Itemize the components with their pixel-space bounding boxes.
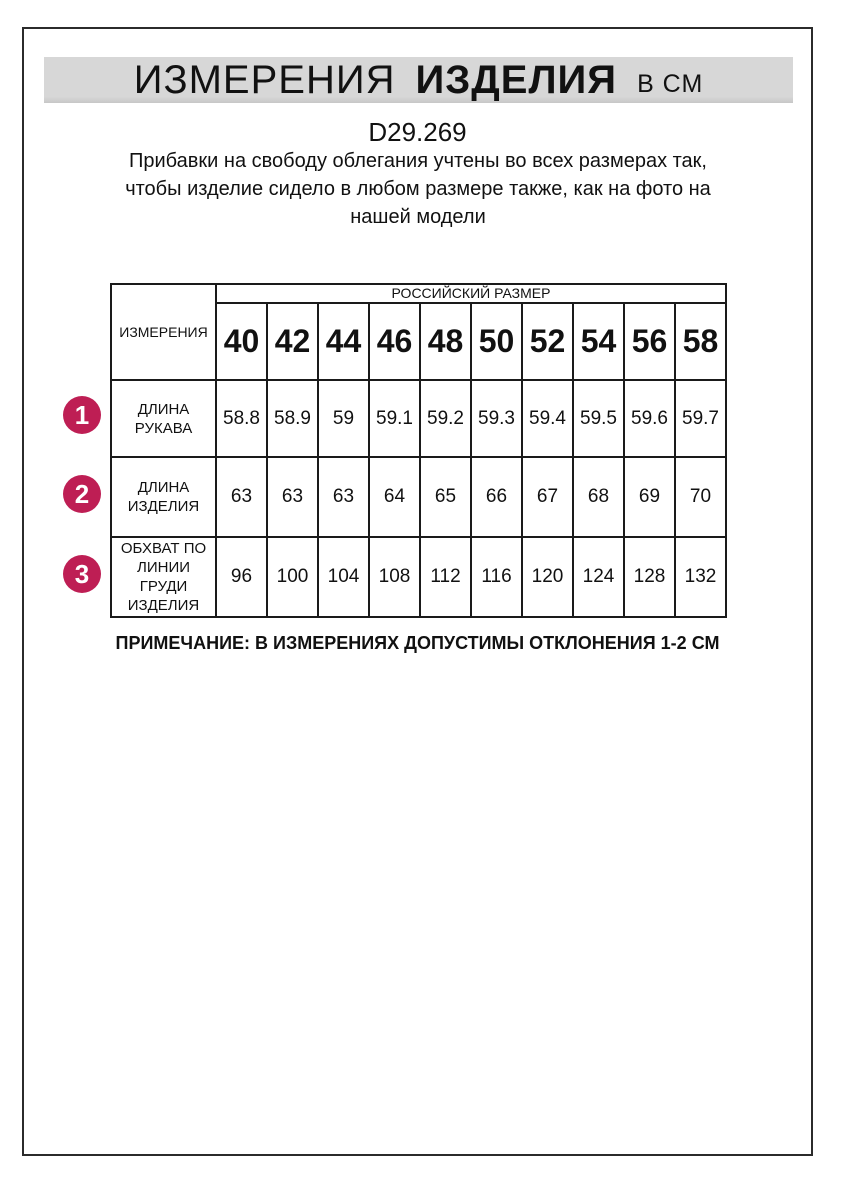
value-cell: 58.9 [267,380,318,457]
callout-badge-1: 1 [63,396,101,434]
value-cell: 69 [624,457,675,537]
fit-description: Прибавки на свободу облегания учтены во всех размерах так, чтобы изделие сидело в любом размере также, как на фото на нашей модели [125,150,711,228]
page-title-word-measurements: ИЗМЕРЕНИЯ [133,58,396,102]
value-cell: 65 [420,457,471,537]
value-cell: 68 [573,457,624,537]
size-header-cell: 40 [216,303,267,380]
callout-badge-2: 2 [63,475,101,513]
value-cell: 59 [318,380,369,457]
row-label-sleeve-length: ДЛИНА РУКАВА [111,380,216,457]
size-header-cell: 58 [675,303,726,380]
table-row-sleeve-length [111,380,726,457]
value-cell: 63 [318,457,369,537]
size-header-cell: 48 [420,303,471,380]
callout-badge-3: 3 [63,555,101,593]
size-header-cell: 50 [471,303,522,380]
row-label-chest-girth: ОБХВАТ ПО ЛИНИИ ГРУДИ ИЗДЕЛИЯ [111,537,216,617]
value-cell: 132 [675,537,726,617]
measurement-table [110,283,727,618]
value-cell: 67 [522,457,573,537]
table-row-product-length [111,457,726,537]
value-cell: 63 [267,457,318,537]
row-label-product-length: ДЛИНА ИЗДЕЛИЯ [111,457,216,537]
value-cell: 59.4 [522,380,573,457]
tolerance-note: ПРИМЕЧАНИЕ: В ИЗМЕРЕНИЯХ ДОПУСТИМЫ ОТКЛОНЕНИЯ 1-2 СМ [115,633,720,653]
title-banner [44,57,793,103]
value-cell: 64 [369,457,420,537]
value-cell: 70 [675,457,726,537]
value-cell: 120 [522,537,573,617]
table-row-chest-girth [111,537,726,617]
size-header-cell: 56 [624,303,675,380]
value-cell: 59.1 [369,380,420,457]
page-title-units: В СМ [637,69,704,98]
value-cell: 128 [624,537,675,617]
russian-size-group-header: РОССИЙСКИЙ РАЗМЕР [216,284,726,303]
measurements-column-header: ИЗМЕРЕНИЯ [111,284,216,380]
value-cell: 59.6 [624,380,675,457]
size-header-cell: 52 [522,303,573,380]
value-cell: 100 [267,537,318,617]
size-header-cell: 42 [267,303,318,380]
value-cell: 59.5 [573,380,624,457]
value-cell: 63 [216,457,267,537]
value-cell: 59.3 [471,380,522,457]
value-cell: 96 [216,537,267,617]
value-cell: 66 [471,457,522,537]
size-header-cell: 44 [318,303,369,380]
value-cell: 124 [573,537,624,617]
value-cell: 59.2 [420,380,471,457]
value-cell: 58.8 [216,380,267,457]
product-code: D29.269 [368,117,467,147]
page-title-word-product: ИЗДЕЛИЯ [415,58,618,102]
value-cell: 108 [369,537,420,617]
value-cell: 112 [420,537,471,617]
size-header-cell: 46 [369,303,420,380]
size-header-cell: 54 [573,303,624,380]
value-cell: 104 [318,537,369,617]
value-cell: 59.7 [675,380,726,457]
value-cell: 116 [471,537,522,617]
